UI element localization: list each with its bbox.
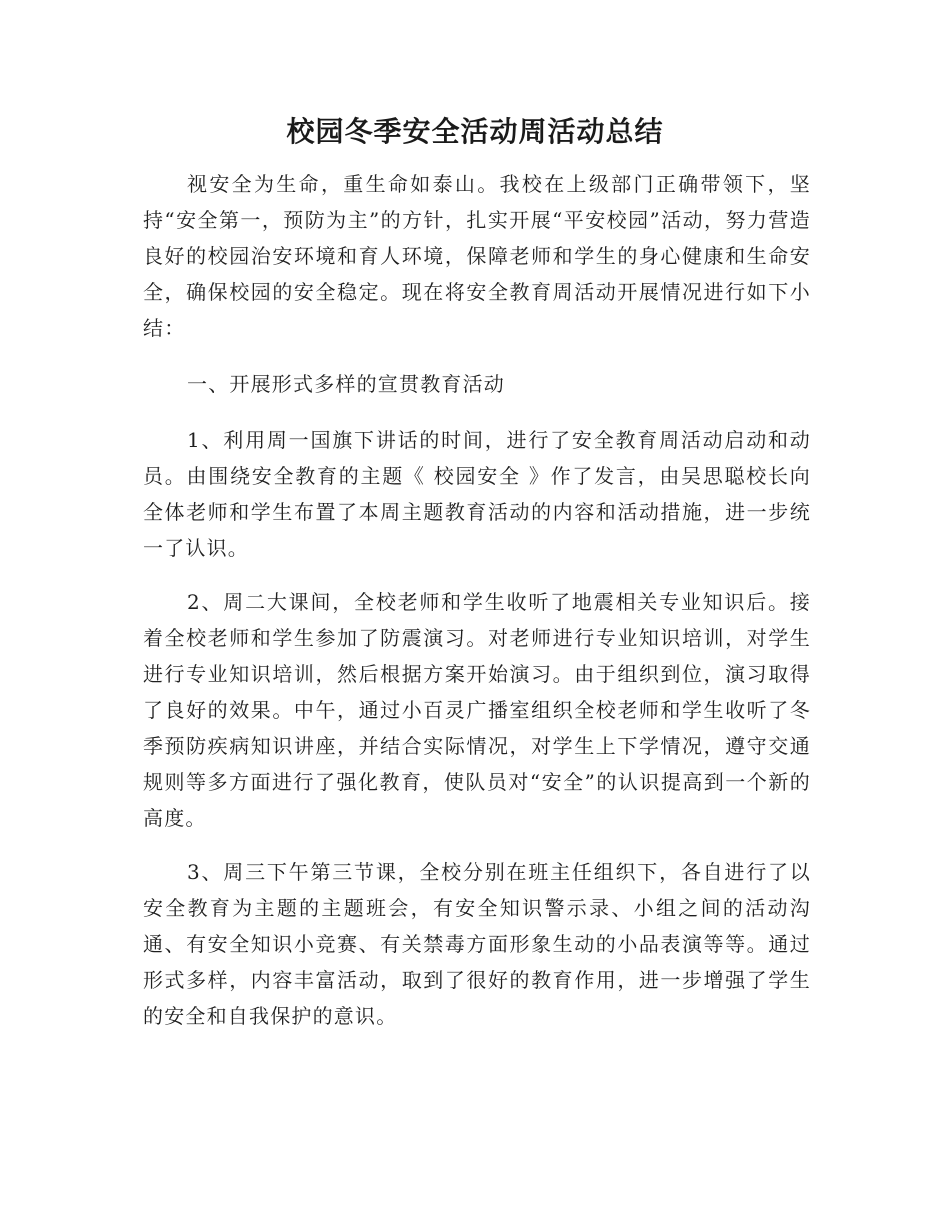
- paragraph-text: 2、周二大课间，全校老师和学生收听了地震相关专业知识后。接着全校老师和学生参加了防震演习。对老师进行专业知识培训，对学生进行专业知识培训，然后根据方案开始演习。由于组织到位，演习取得了良好的效果。中午，通过小百灵广播室组织全校老师和学生收听了冬季预防疾病知识讲座，并结合实际情况，对学生上下学情况，遵守交通规则等多方面进行了强化教育，使队员对“安全”的认识提高到一个新的高度。: [143, 590, 811, 830]
- paragraph-text: 视安全为生命，重生命如泰山。我校在上级部门正确带领下，坚持“安全第一，预防为主”的方针，扎实开展“平安校园”活动，努力营造良好的校园治安环境和育人环境，保障老师和学生的身心健康和生命安全，确保校园的安全稳定。现在将安全教育周活动开展情况进行如下小结：: [143, 172, 811, 340]
- paragraph-text: 1、利用周一国旗下讲话的时间，进行了安全教育周活动启动和动员。由围绕安全教育的主题《 校园安全 》作了发言，由吴思聪校长向全体老师和学生布置了本周主题教育活动的内容和活动措施，进一步统一了认识。: [143, 428, 811, 560]
- paragraph-item-3: [143, 854, 811, 1034]
- section-heading-text: 一、开展形式多样的宣贯教育活动: [187, 372, 505, 396]
- document-title: 校园冬季安全活动周活动总结: [286, 115, 664, 148]
- paragraph-text: 3、周三下午第三节课，全校分别在班主任组织下，各自进行了以安全教育为主题的主题班会，有安全知识警示录、小组之间的活动沟通、有安全知识小竞赛、有关禁毒方面形象生动的小品表演等等。通过形式多样，内容丰富活动，取到了很好的教育作用，进一步增强了学生的安全和自我保护的意识。: [143, 860, 811, 1028]
- section-heading: [143, 366, 811, 402]
- paragraph-item-2: [143, 584, 811, 836]
- paragraph-item-1: [143, 422, 811, 566]
- paragraph-intro: [143, 166, 811, 346]
